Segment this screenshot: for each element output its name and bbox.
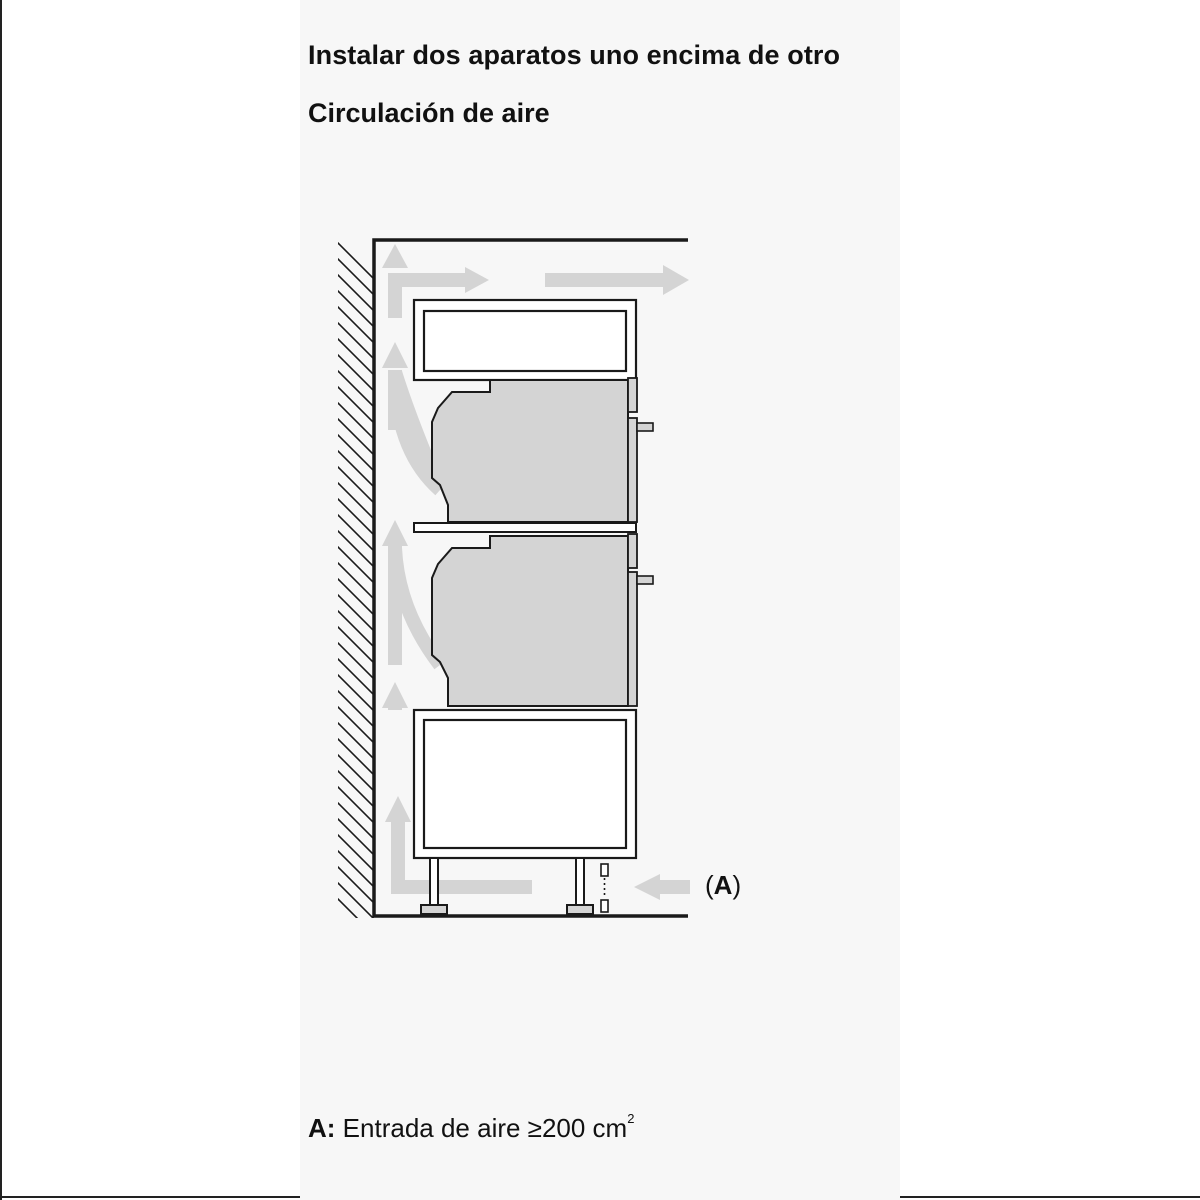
arrowhead-bottom-up (385, 796, 411, 822)
section-subtitle: Circulación de aire (308, 98, 550, 128)
callout-a-label: (A) (705, 870, 742, 900)
foot-right-base (567, 905, 593, 914)
legend-text: Entrada de aire ≥200 cm (342, 1113, 628, 1143)
arrowhead-top-up (382, 244, 408, 268)
upper-appliance (432, 378, 653, 522)
lower-appliance-handle (637, 576, 653, 584)
arrowhead-top-right (465, 267, 489, 293)
arrowhead-exit-right (663, 265, 689, 295)
upper-appliance-door (628, 418, 637, 522)
wall-hatching (330, 235, 390, 951)
legend-superscript: 2 (627, 1111, 635, 1126)
arrowhead-upper-up (382, 342, 408, 368)
arrowhead-lower-up (382, 520, 408, 546)
upper-appliance-handle (637, 423, 653, 431)
lower-appliance-door (628, 572, 637, 706)
upper-appliance-control-panel (628, 378, 637, 412)
foot-left-leg (430, 858, 438, 905)
arrowhead-inlet-left (634, 874, 660, 900)
foot-left-base (421, 905, 447, 914)
plinth-panel (601, 864, 608, 912)
upper-cabinet (414, 300, 636, 380)
arrowhead-bottomcab-up (382, 682, 408, 708)
foot-right-leg (576, 858, 584, 905)
legend-key: A: (308, 1113, 336, 1143)
legend-note (308, 1113, 634, 1144)
lower-appliance (432, 534, 653, 706)
page-title: Instalar dos aparatos uno encima de otro (308, 40, 841, 70)
middle-shelf (414, 523, 636, 532)
base-cabinet (414, 710, 636, 858)
lower-appliance-control-panel (628, 534, 637, 568)
